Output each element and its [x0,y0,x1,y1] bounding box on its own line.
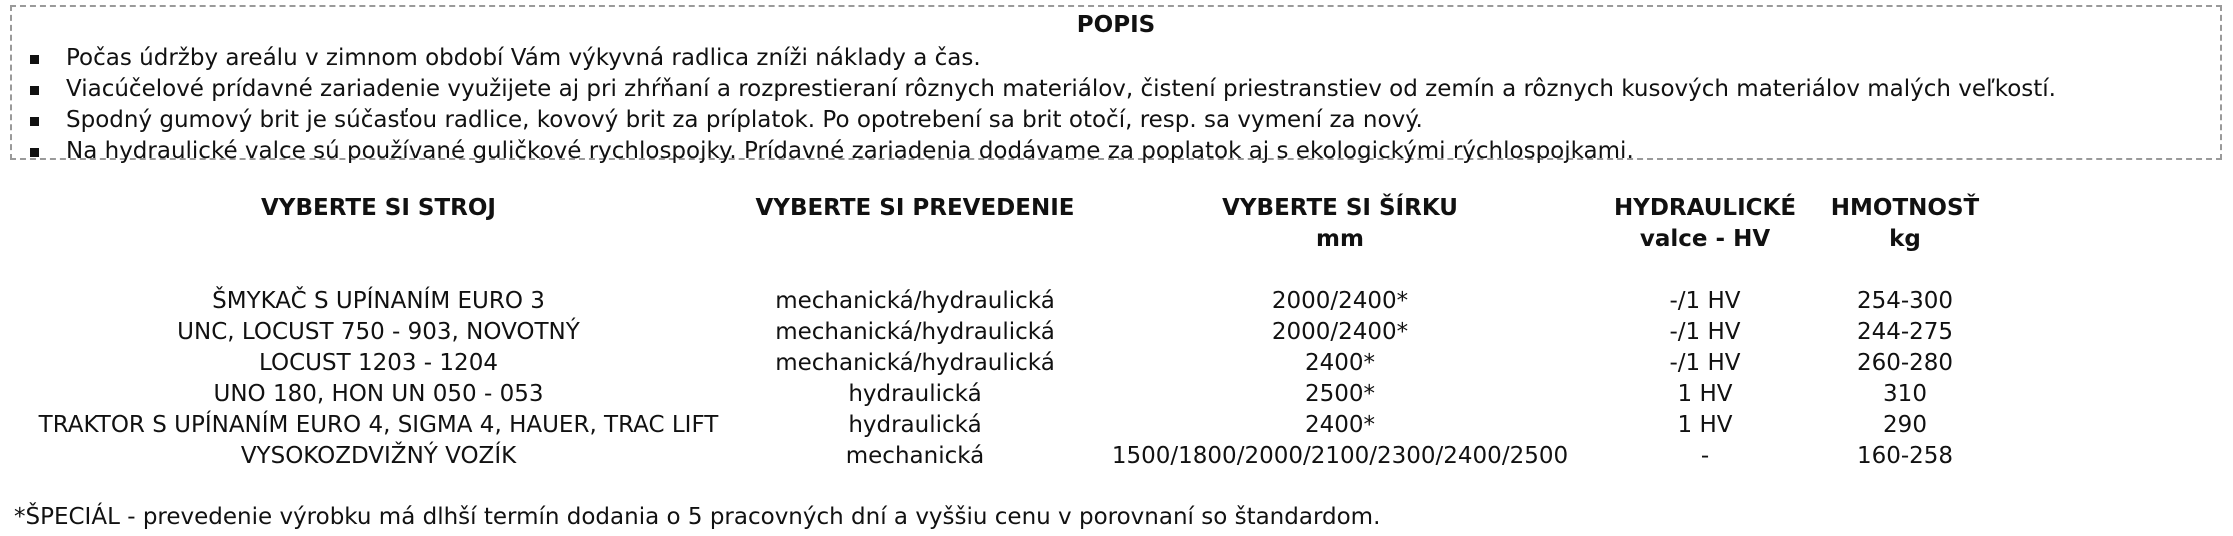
square-bullet-icon [30,55,39,64]
cell-stroj: VYSOKOZDVIŽNÝ VOZÍK [240,443,517,469]
cell-stroj: ŠMYKAČ S UPÍNANÍM EURO 3 [212,288,545,314]
cell-prevedenie: mechanická [845,443,985,469]
cell-stroj: TRAKTOR S UPÍNANÍM EURO 4, SIGMA 4, HAUER, TRAC LIFT [38,412,719,438]
cell-prevedenie: mechanická/hydraulická [775,288,1055,314]
cell-hmotnost: 244-275 [1856,319,1954,345]
cell-hmotnost: 290 [1883,412,1927,438]
popis-list [30,43,2056,167]
header-hydraulicke [1605,193,1805,255]
list-item [30,74,2056,105]
table-row [0,348,2233,379]
header-stroj [0,193,757,224]
cell-hmotnost: 310 [1883,381,1927,407]
cell-hv: -/1 HV [1669,350,1741,376]
cell-sirka: 2000/2400* [1271,319,1409,345]
cell-hv: -/1 HV [1669,319,1741,345]
table-row [0,317,2233,348]
table-row [0,286,2233,317]
cell-sirka: 2000/2400* [1271,288,1409,314]
header-sirka-unit: mm [1316,226,1364,252]
cell-prevedenie: hydraulická [848,381,982,407]
cell-stroj: UNO 180, HON UN 050 - 053 [213,381,544,407]
table-row [0,379,2233,410]
square-bullet-icon [30,148,39,157]
cell-sirka: 2400* [1304,350,1376,376]
cell-stroj: UNC, LOCUST 750 - 903, NOVOTNÝ [177,319,580,345]
square-bullet-icon [30,86,39,95]
cell-hv: - [1700,443,1710,469]
list-item-text: Počas údržby areálu v zimnom období Vám výkyvná radlica zníži náklady a čas. [66,45,981,71]
cell-stroj: LOCUST 1203 - 1204 [259,350,498,376]
table-row [0,410,2233,441]
list-item [30,136,2056,167]
footnote: *ŠPECIÁL - prevedenie výrobku má dlhší termín dodania o 5 pracovných dní a vyššiu cenu v porovnaní so štandardom. [14,504,1381,530]
header-prevedenie [715,193,1115,224]
table-row [0,441,2233,472]
cell-hv: 1 HV [1677,381,1733,407]
list-item-text: Spodný gumový brit je súčasťou radlice, kovový brit za príplatok. Po opotrebení sa brit otočí, resp. sa vymení za nový. [66,107,1423,133]
cell-hv: 1 HV [1677,412,1733,438]
cell-sirka: 2500* [1304,381,1376,407]
cell-prevedenie: mechanická/hydraulická [775,350,1055,376]
header-prevedenie-label: VYBERTE SI PREVEDENIE [755,195,1075,221]
list-item-text: Na hydraulické valce sú používané guličkové rychlospojky. Prídavné zariadenia dodávame za poplatok aj s ekologickými rýchlospojkami. [66,138,1634,164]
cell-hv: -/1 HV [1669,288,1741,314]
header-hmotnost-unit: kg [1889,226,1921,252]
header-stroj-label: VYBERTE SI STROJ [261,195,496,221]
popis-box [10,5,2222,164]
cell-hmotnost: 160-258 [1856,443,1954,469]
popis-title: POPIS [1076,12,1156,38]
square-bullet-icon [30,117,39,126]
header-sirka-label: VYBERTE SI ŠÍRKU [1222,195,1458,221]
header-hydraulicke-unit: valce - HV [1639,226,1771,252]
cell-hmotnost: 254-300 [1856,288,1954,314]
cell-prevedenie: hydraulická [848,412,982,438]
list-item-text: Viacúčelové prídavné zariadenie využijete aj pri zhŕňaní a rozprestieraní rôznych materiálov, čistení priestranstiev od zemín a rôznych kusových materiálov malých veľkostí. [66,76,2056,102]
header-hmotnost [1805,193,2005,255]
cell-prevedenie: mechanická/hydraulická [775,319,1055,345]
cell-sirka: 2400* [1304,412,1376,438]
list-item [30,43,2056,74]
header-hmotnost-label: HMOTNOSŤ [1830,195,1980,221]
header-sirka [1080,193,1600,255]
header-hydraulicke-label: HYDRAULICKÉ [1613,195,1797,221]
cell-sirka: 1500/1800/2000/2100/2300/2400/2500 [1111,443,1569,469]
cell-hmotnost: 260-280 [1856,350,1954,376]
list-item [30,105,2056,136]
